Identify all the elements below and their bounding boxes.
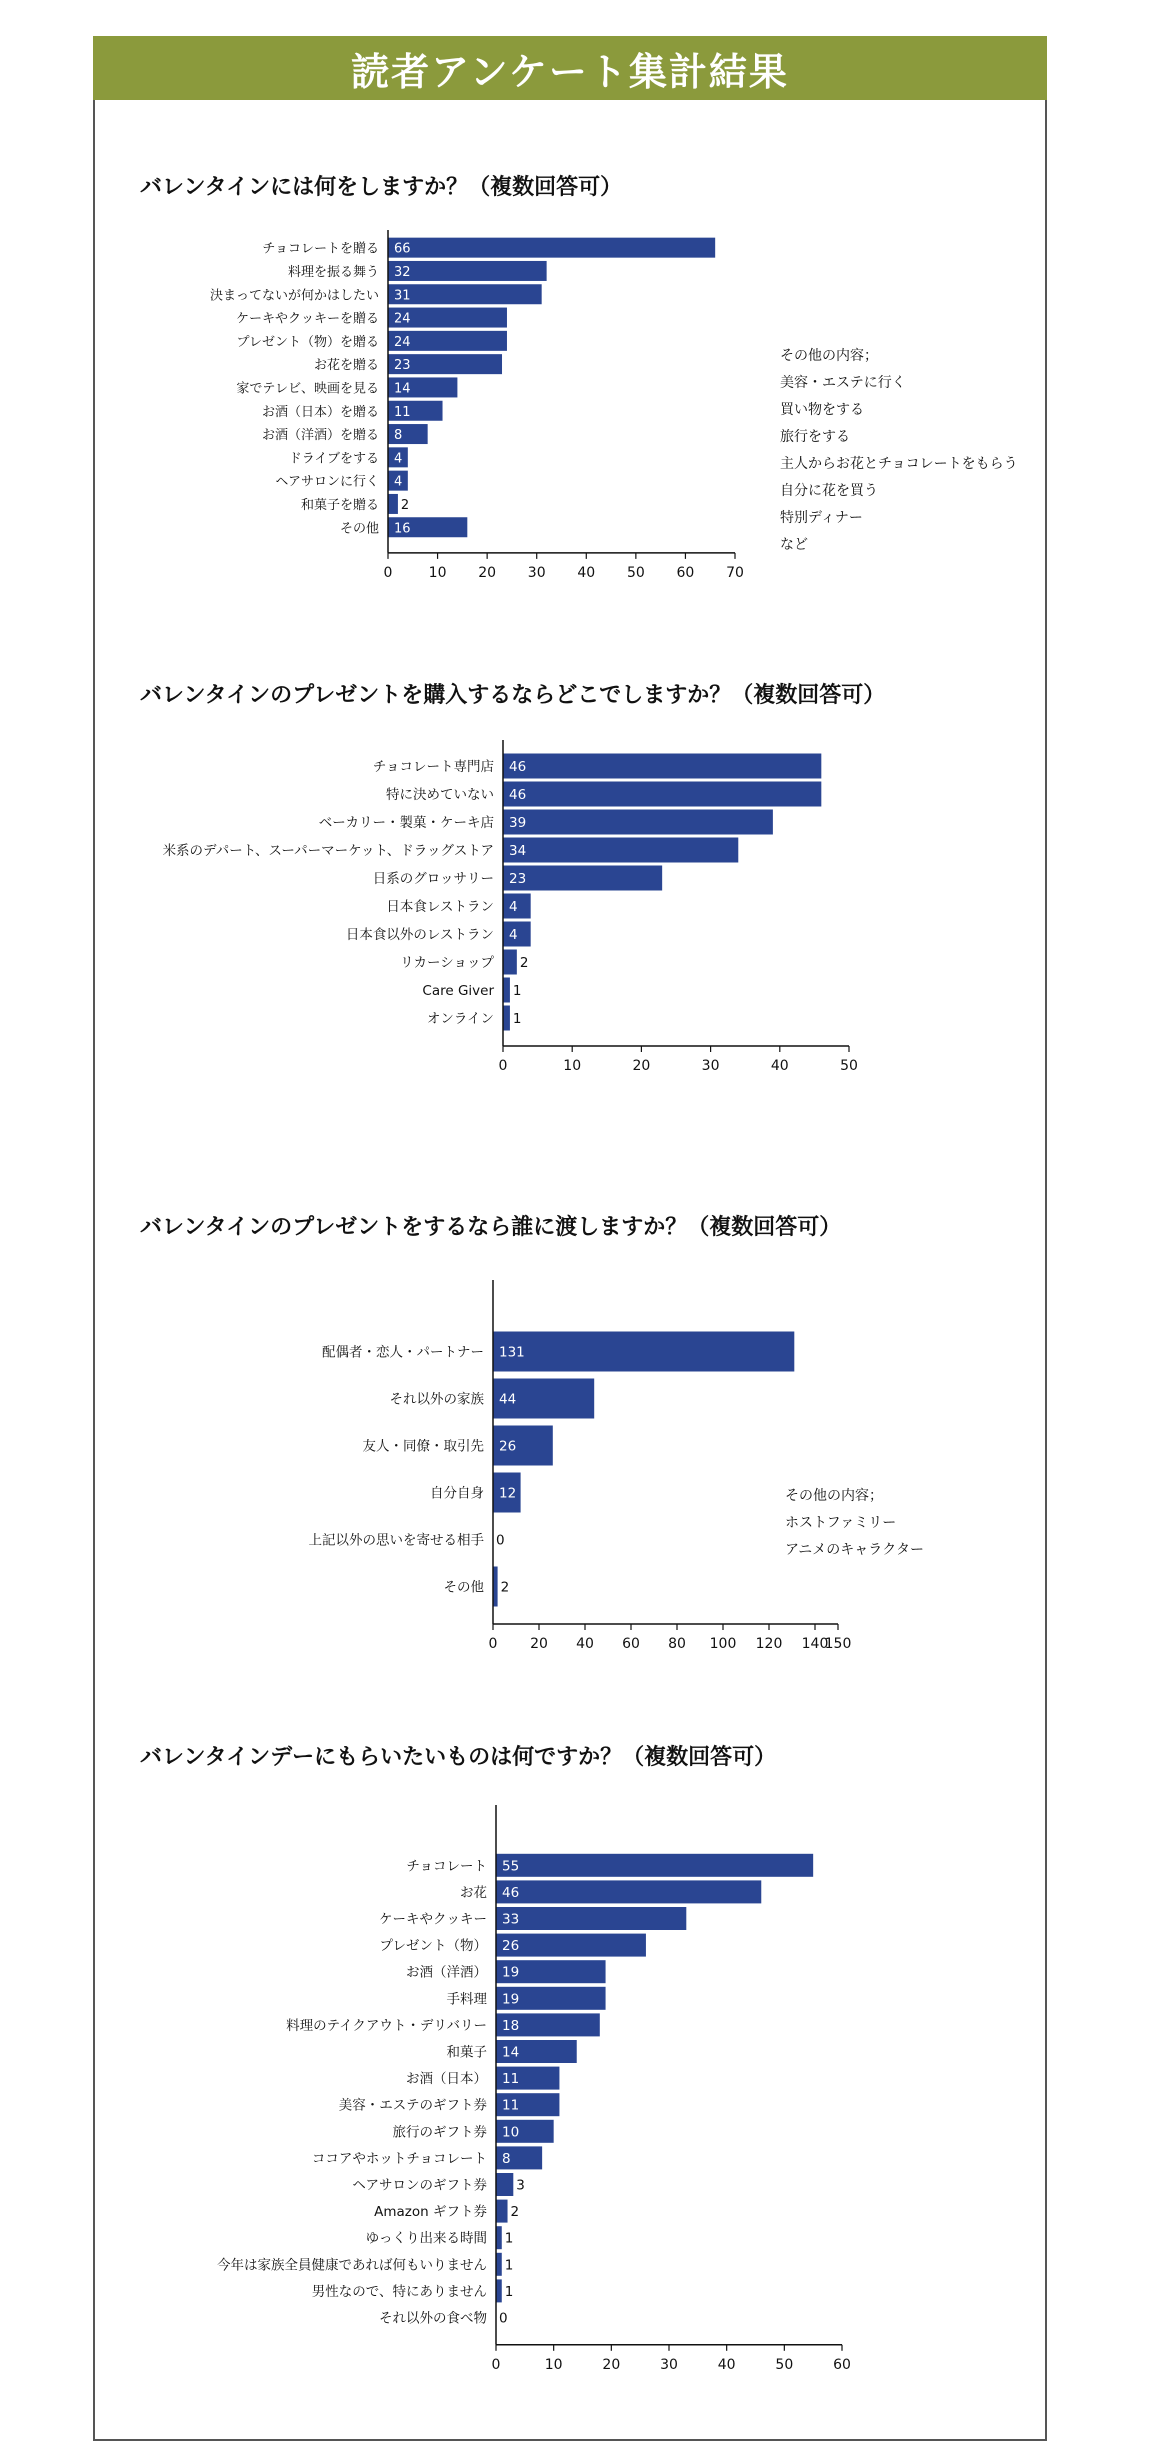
- category-label: Amazon ギフト券: [374, 2204, 487, 2221]
- data-label: 4: [394, 451, 403, 467]
- note-line: 旅行をする: [780, 429, 850, 445]
- chart-4-title: バレンタインデーにもらいたいものは何ですか？（複数回答可）: [140, 1745, 777, 1770]
- page-title: 読者アンケート集計結果: [351, 49, 789, 94]
- x-tick-label: 60: [833, 2356, 851, 2373]
- x-tick-label: 0: [488, 1636, 498, 1652]
- category-label: 決まってないが何かはしたい: [209, 288, 379, 304]
- data-label: 44: [499, 1391, 517, 1408]
- x-tick-label: 70: [726, 564, 744, 581]
- note-line: 特別ディナー: [780, 510, 863, 526]
- category-label: ヘアサロンのギフト券: [352, 2177, 487, 2194]
- note-line: 買い物をする: [780, 402, 864, 418]
- category-label: 自分自身: [430, 1485, 484, 1502]
- chart-2: [0, 740, 1160, 1120]
- data-label: 23: [509, 871, 527, 887]
- bar: [496, 2173, 513, 2196]
- category-label: ヘアサロンに行く: [275, 474, 379, 490]
- category-label: 手料理: [446, 1991, 487, 2008]
- category-label: リカーショップ: [400, 955, 494, 971]
- category-label: ベーカリー・製菓・ケーキ店: [318, 815, 494, 831]
- category-label: 日本食レストラン: [386, 899, 494, 915]
- x-tick-label: 20: [602, 2356, 621, 2373]
- bar: [388, 238, 715, 258]
- note-line: その他の内容；: [785, 1488, 883, 1504]
- bar: [496, 1880, 761, 1903]
- x-tick-label: 0: [491, 2356, 501, 2373]
- category-label: ケーキやクッキー: [379, 1911, 487, 1928]
- category-label: その他: [443, 1579, 484, 1596]
- category-label: チョコレート: [406, 1858, 487, 1875]
- category-label: 旅行のギフト券: [392, 2124, 487, 2141]
- bar: [503, 782, 821, 807]
- data-label: 0: [496, 1532, 505, 1549]
- x-tick-label: 10: [563, 1058, 582, 1074]
- note-line: 美容・エステに行く: [780, 375, 906, 391]
- category-label: それ以外の家族: [389, 1391, 484, 1408]
- data-label: 1: [512, 983, 522, 999]
- category-label: 日本食以外のレストラン: [345, 927, 494, 943]
- data-label: 14: [502, 2044, 520, 2061]
- data-label: 8: [502, 2150, 511, 2167]
- x-tick-label: 0: [383, 564, 393, 581]
- category-label: 料理を振る舞う: [287, 264, 379, 280]
- category-label: お酒（洋酒）: [406, 1964, 487, 1981]
- data-label: 32: [394, 264, 411, 280]
- x-tick-label: 40: [717, 2356, 736, 2373]
- x-tick-label: 140: [801, 1636, 829, 1652]
- x-tick-label: 20: [530, 1636, 548, 1652]
- data-label: 2: [500, 1579, 510, 1596]
- data-label: 8: [394, 428, 403, 444]
- data-label: 1: [512, 1011, 522, 1027]
- x-tick-label: 80: [668, 1636, 686, 1652]
- bar: [496, 1907, 686, 1930]
- category-label: 美容・エステのギフト券: [338, 2097, 487, 2114]
- x-tick-label: 120: [755, 1636, 783, 1652]
- data-label: 10: [502, 2124, 520, 2141]
- data-label: 1: [504, 2257, 514, 2274]
- note-line: など: [780, 537, 808, 553]
- data-label: 4: [509, 899, 518, 915]
- data-label: 66: [394, 241, 411, 257]
- data-label: 3: [516, 2177, 525, 2194]
- header-banner: [93, 36, 1047, 100]
- x-tick-label: 50: [840, 1058, 858, 1074]
- chart-3-note: [785, 1483, 924, 1564]
- category-label: その他: [339, 521, 379, 537]
- data-label: 24: [394, 334, 411, 350]
- data-label: 26: [502, 1938, 520, 1955]
- category-label: プレゼント（物）: [379, 1938, 487, 1955]
- data-label: 14: [394, 381, 411, 397]
- data-label: 19: [502, 1964, 520, 1981]
- category-label: 日系のグロッサリー: [372, 871, 494, 887]
- category-label: 特に決めていない: [386, 787, 494, 803]
- x-tick-label: 150: [824, 1636, 852, 1652]
- category-label: ゆっくり出来る時間: [365, 2230, 487, 2247]
- data-label: 55: [502, 1858, 520, 1875]
- data-label: 11: [394, 404, 411, 420]
- category-label: 配偶者・恋人・パートナー: [322, 1344, 484, 1361]
- x-tick-label: 20: [632, 1058, 651, 1074]
- category-label: 上記以外の思いを寄せる相手: [308, 1532, 484, 1549]
- data-label: 23: [394, 358, 411, 374]
- data-label: 33: [502, 1911, 520, 1928]
- data-label: 2: [400, 497, 410, 513]
- category-label: 今年は家族全員健康であれば何もいりません: [217, 2257, 487, 2274]
- data-label: 1: [504, 2283, 514, 2300]
- category-label: お酒（洋酒）を贈る: [261, 428, 379, 444]
- category-label: ドライブをする: [288, 451, 379, 467]
- chart-3-title: バレンタインのプレゼントをするなら誰に渡しますか？（複数回答可）: [140, 1215, 842, 1240]
- chart-1-title: バレンタインには何をしますか？（複数回答可）: [140, 175, 623, 200]
- data-label: 11: [502, 2071, 520, 2088]
- data-label: 12: [499, 1485, 517, 1502]
- data-label: 18: [502, 2017, 520, 2034]
- category-label: 男性なので、特にありません: [311, 2283, 487, 2300]
- category-label: お酒（日本）: [406, 2071, 487, 2088]
- data-label: 46: [509, 759, 527, 775]
- data-label: 31: [394, 288, 411, 304]
- data-label: 131: [499, 1344, 525, 1361]
- note-line: 自分に花を買う: [780, 483, 878, 499]
- category-label: オンライン: [426, 1011, 494, 1027]
- data-label: 46: [502, 1884, 520, 1901]
- bar: [503, 810, 773, 835]
- note-line: 主人からお花とチョコレートをもらう: [780, 456, 1018, 472]
- data-label: 1: [504, 2230, 514, 2247]
- data-label: 24: [394, 311, 411, 327]
- x-tick-label: 20: [478, 564, 497, 581]
- chart-4: [0, 1805, 1160, 2373]
- bar: [496, 2200, 508, 2223]
- data-label: 11: [502, 2097, 520, 2114]
- x-tick-label: 30: [660, 2356, 678, 2373]
- data-label: 4: [394, 474, 403, 490]
- bar: [388, 284, 542, 304]
- data-label: 2: [519, 955, 529, 971]
- data-label: 16: [394, 521, 411, 537]
- x-tick-label: 60: [622, 1636, 640, 1652]
- category-label: お酒（日本）を贈る: [261, 404, 379, 420]
- data-label: 46: [509, 787, 527, 803]
- category-label: チョコレートを贈る: [262, 241, 379, 257]
- x-tick-label: 10: [428, 564, 447, 581]
- bar: [388, 261, 547, 281]
- bar: [493, 1332, 794, 1372]
- data-label: 4: [509, 927, 518, 943]
- note-line: アニメのキャラクター: [785, 1542, 925, 1558]
- x-tick-label: 40: [770, 1058, 789, 1074]
- x-tick-label: 60: [676, 564, 695, 581]
- data-label: 0: [499, 2310, 508, 2327]
- bar: [503, 754, 821, 779]
- category-label: お花を贈る: [313, 358, 379, 374]
- category-label: 友人・同僚・取引先: [362, 1438, 484, 1455]
- x-tick-label: 30: [701, 1058, 720, 1074]
- bar: [503, 978, 510, 1003]
- bar: [496, 1854, 813, 1877]
- bar: [388, 494, 398, 514]
- bar: [496, 2253, 502, 2276]
- bar: [503, 866, 662, 891]
- note-line: ホストファミリー: [785, 1515, 897, 1531]
- category-label: それ以外の食べ物: [379, 2310, 487, 2327]
- x-tick-label: 10: [544, 2356, 563, 2373]
- data-label: 26: [499, 1438, 517, 1455]
- category-label: Care Giver: [422, 983, 494, 999]
- category-label: お花: [460, 1884, 487, 1901]
- data-label: 34: [509, 843, 527, 859]
- note-line: その他の内容；: [780, 348, 878, 364]
- chart-2-title: バレンタインのプレゼントを購入するならどこでしますか？（複数回答可）: [140, 683, 886, 708]
- x-tick-label: 30: [527, 564, 546, 581]
- x-tick-label: 100: [709, 1636, 737, 1652]
- bar: [503, 838, 738, 863]
- category-label: 和菓子: [446, 2044, 487, 2061]
- category-label: ケーキやクッキーを贈る: [235, 311, 379, 327]
- category-label: 家でテレビ、映画を見る: [236, 381, 379, 397]
- x-tick-label: 50: [626, 564, 645, 581]
- x-tick-label: 50: [775, 2356, 794, 2373]
- category-label: 米系のデパート、スーパーマーケット、ドラッグストア: [162, 843, 494, 859]
- bar: [503, 1006, 510, 1031]
- category-label: 料理のテイクアウト・デリバリー: [286, 2017, 487, 2034]
- x-tick-label: 0: [498, 1058, 508, 1074]
- bar: [503, 950, 517, 975]
- chart-3: [0, 1280, 1160, 1660]
- category-label: ココアやホットチョコレート: [311, 2150, 487, 2167]
- category-label: チョコレート専門店: [372, 759, 494, 775]
- data-label: 39: [509, 815, 527, 831]
- x-tick-label: 40: [577, 564, 596, 581]
- x-tick-label: 40: [576, 1636, 594, 1652]
- data-label: 2: [510, 2204, 520, 2221]
- bar: [496, 2226, 502, 2249]
- chart-1-note: [780, 343, 1018, 559]
- category-label: プレゼント（物）を贈る: [236, 334, 379, 350]
- data-label: 19: [502, 1991, 520, 2008]
- category-label: 和菓子を贈る: [300, 497, 379, 513]
- bar: [496, 2279, 502, 2302]
